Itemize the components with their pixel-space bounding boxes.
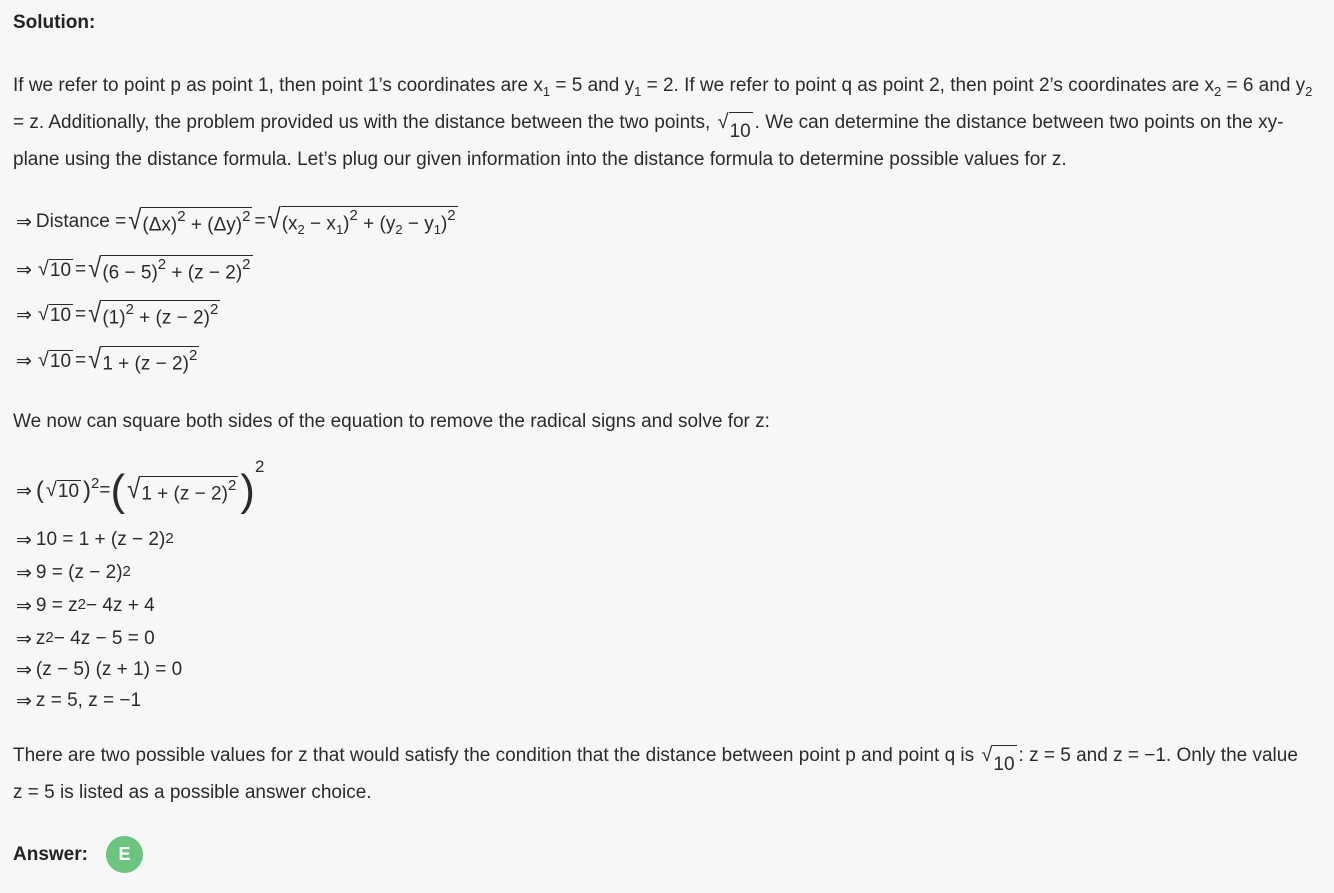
equation-squared: ⇒ ( √ 10 ) $^2$ = ( √ $1 + (z - 2)^2$ ) $^2$ — [16, 457, 265, 515]
answer-row — [13, 836, 143, 873]
equation-step-2: ⇒ 10 = 1 + (z − 2) $^2$ — [16, 529, 174, 551]
conclusion-line-1: There are two possible values for z that would satisfy the condition that the distance between point p and point q is √ 10 : z = 5 and z = −1. Only the value — [13, 737, 1334, 774]
sqrt-symbol: √ $(x_2 - x_1)^2 + (y_2 - y_1)^2$ — [267, 204, 456, 238]
square-both-sides-paragraph: We now can square both sides of the equation to remove the radical signs and solve for z: — [13, 411, 770, 432]
equation-step-5: ⇒ z $^2$ − 4z − 5 = 0 — [16, 628, 155, 650]
intro-line-3: plane using the distance formula. Let’s plug our given information into the distance formula to determine possible values for z. — [13, 149, 1067, 170]
sqrt-symbol: √ $(6 - 5)^2 + (z - 2)^2$ — [88, 253, 251, 285]
intro-paragraph — [13, 67, 1334, 178]
sqrt-symbol: √ 10 — [45, 478, 80, 502]
equation-step-6: ⇒ (z − 5) (z + 1) = 0 — [16, 659, 183, 681]
sqrt-symbol: √ 10 — [37, 348, 72, 372]
solution-heading: Solution: — [13, 12, 96, 33]
sqrt-symbol: √ $1 + (z - 2)^2$ — [127, 474, 237, 506]
sqrt-symbol: √ $1 + (z - 2)^2$ — [88, 344, 198, 376]
conclusion-line-2: z = 5 is listed as a possible answer choice. — [13, 782, 372, 803]
equation-distance-formula: ⇒ Distance = √ $(\Delta x)^2 + (\Delta y)^2$ = √ $(x_2 - x_1)^2 + (y_2 - y_1)^2$ — [16, 204, 456, 238]
implies-arrow: ⇒ — [16, 350, 32, 372]
intro-line-1: If we refer to point p as point 1, then point 1’s coordinates are $x_1 = 5$ and $y_1 = 2$. If we refer to point q as point 2, then point 2’s coordinates are $x_2 = 6$ and $y_2$ — [13, 75, 1313, 99]
sqrt-symbol: √ 10 — [37, 302, 72, 326]
implies-arrow: ⇒ — [16, 304, 32, 326]
answer-label: Answer: — [13, 843, 88, 865]
implies-arrow: ⇒ — [16, 480, 32, 502]
equation-simplify-2: ⇒ √ 10 = √ $1 + (z - 2)^2$ — [16, 344, 198, 376]
implies-arrow: ⇒ — [16, 211, 32, 233]
equation-step-7: ⇒ z = 5, z = −1 — [16, 690, 142, 712]
equation-step-4: ⇒ 9 = z $^2$ − 4z + 4 — [16, 595, 155, 617]
intro-line-2: = z. Additionally, the problem provided us with the distance between the two points, √ 10 . We can determine the distance between two points on the xy- — [13, 104, 1334, 141]
answer-badge: E — [106, 836, 143, 873]
implies-arrow: ⇒ — [16, 259, 32, 281]
equation-substitution: ⇒ √ 10 = √ $(6 - 5)^2 + (z - 2)^2$ — [16, 253, 251, 285]
sqrt-symbol: √ 10 — [981, 745, 1016, 783]
sqrt-symbol: √ 10 — [37, 257, 72, 281]
equation-simplify-1: ⇒ √ 10 = √ $(1)^2 + (z - 2)^2$ — [16, 298, 219, 330]
equation-step-3: ⇒ 9 = (z − 2) $^2$ — [16, 562, 131, 584]
sqrt-symbol: √ $(\Delta x)^2 + (\Delta y)^2$ — [128, 205, 251, 237]
sqrt-symbol: √ 10 — [718, 112, 753, 150]
conclusion-paragraph — [13, 737, 1334, 811]
sqrt-symbol: √ $(1)^2 + (z - 2)^2$ — [88, 298, 219, 330]
